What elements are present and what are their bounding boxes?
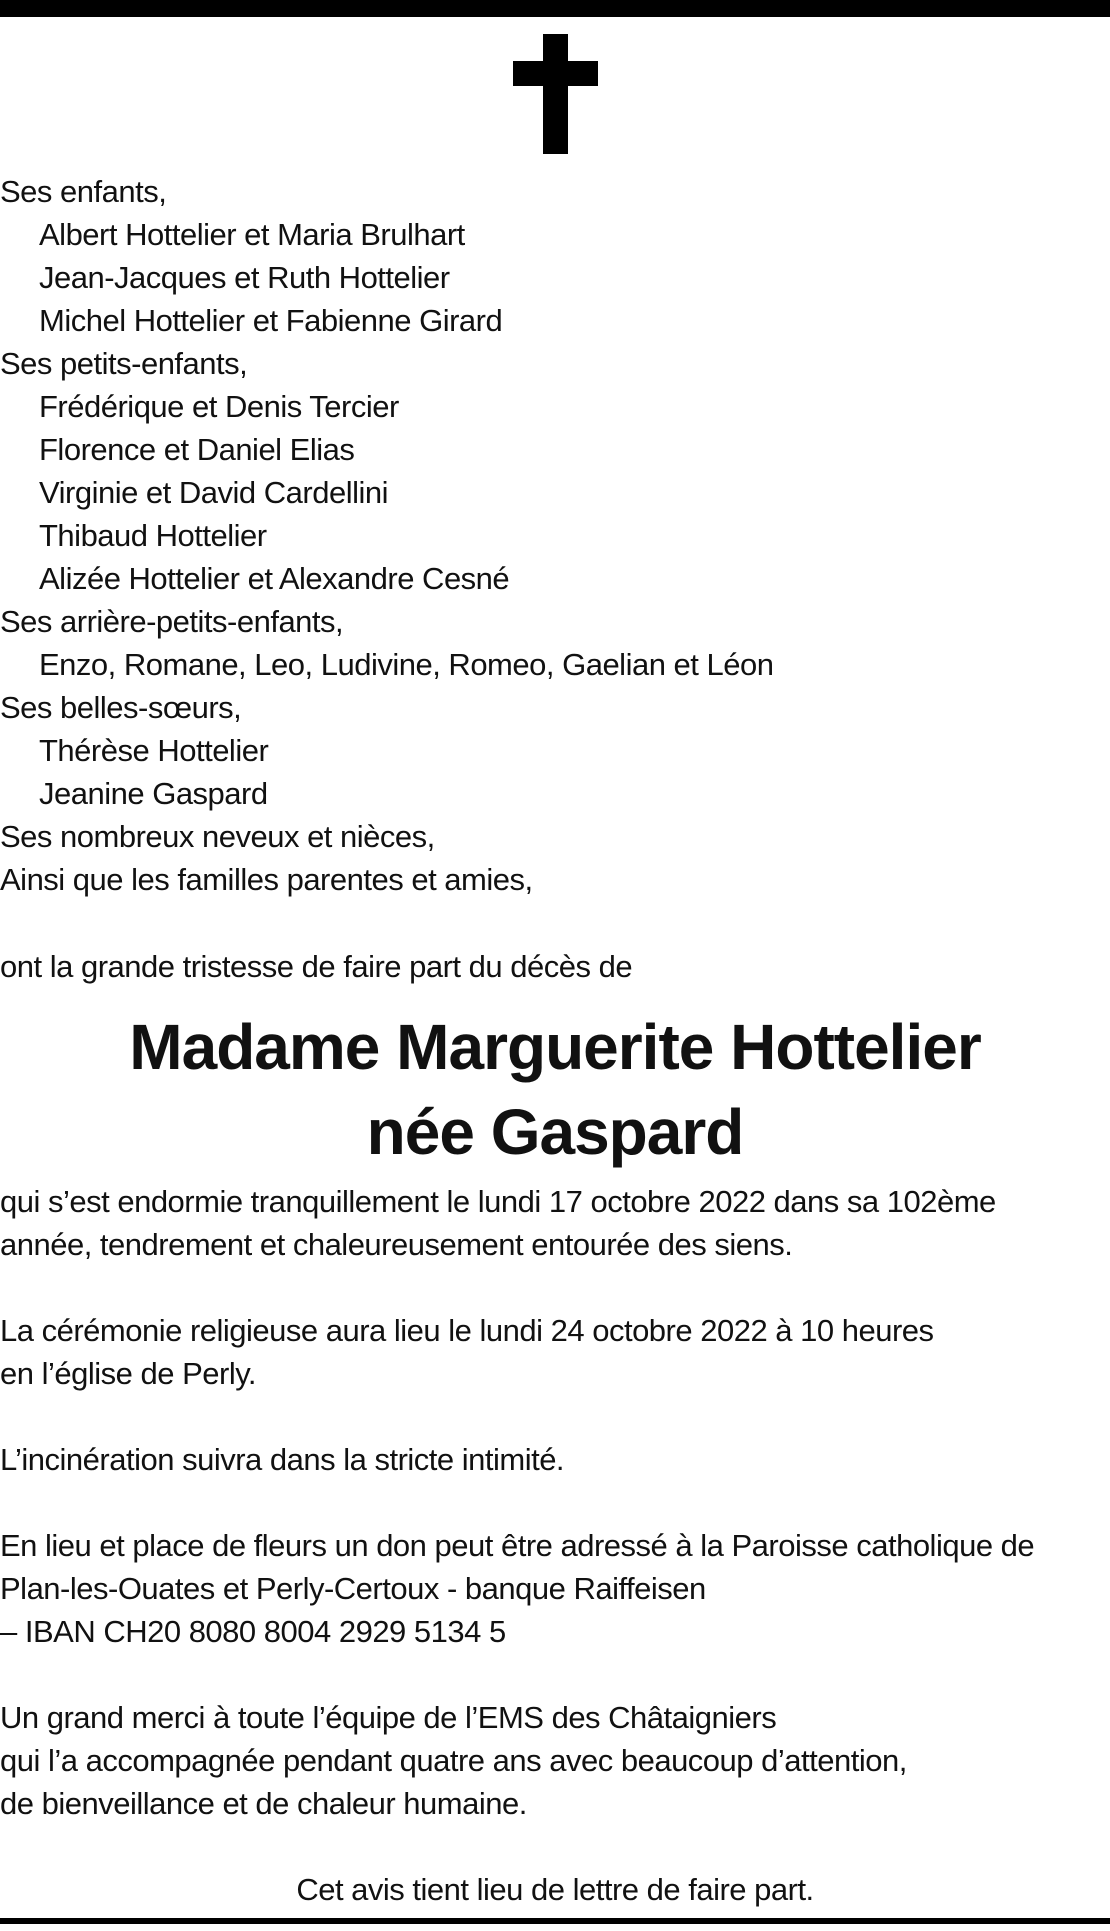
grandchild-name: Thibaud Hottelier [39, 518, 267, 553]
child-name: Albert Hottelier et Maria Brulhart [39, 217, 465, 252]
iban-line: – IBAN CH20 8080 8004 2929 5134 5 [0, 1614, 506, 1649]
grandchildren-heading: Ses petits-enfants, [0, 346, 248, 381]
deceased-name-line1: Madame Marguerite Hottelier [129, 1011, 981, 1083]
top-border [0, 0, 1110, 17]
incineration-paragraph [0, 1438, 564, 1481]
death-paragraph [0, 1180, 996, 1266]
donation-line: En lieu et place de fleurs un don peut être adressé à la Paroisse catholique de [0, 1528, 1035, 1563]
death-line: année, tendrement et chaleureusement entourée des siens. [0, 1227, 793, 1262]
closing-note: Cet avis tient lieu de lettre de faire part. [296, 1872, 814, 1907]
announcement-intro: ont la grande tristesse de faire part du décès de [0, 949, 633, 984]
great-grandchildren-names: Enzo, Romane, Leo, Ludivine, Romeo, Gaelian et Léon [39, 647, 774, 682]
death-line: qui s’est endormie tranquillement le lundi 17 octobre 2022 dans sa 102ème [0, 1184, 996, 1219]
child-name: Jean-Jacques et Ruth Hottelier [39, 260, 450, 295]
ceremony-paragraph [0, 1309, 934, 1395]
grandchild-name: Florence et Daniel Elias [39, 432, 355, 467]
bottom-border [0, 1918, 1110, 1924]
donation-paragraph [0, 1524, 1034, 1653]
child-name: Michel Hottelier et Fabienne Girard [39, 303, 503, 338]
deceased-name [0, 1005, 1110, 1175]
thanks-line: qui l’a accompagnée pendant quatre ans avec beaucoup d’attention, [0, 1743, 907, 1778]
nephews-line: Ses nombreux neveux et nièces, [0, 819, 435, 854]
ceremony-line: La cérémonie religieuse aura lieu le lundi 24 octobre 2022 à 10 heures [0, 1313, 934, 1348]
sister-in-law-name: Jeanine Gaspard [39, 776, 268, 811]
thanks-paragraph [0, 1696, 907, 1825]
grandchild-name: Alizée Hottelier et Alexandre Cesné [39, 561, 510, 596]
deceased-name-line2: née Gaspard [366, 1096, 744, 1168]
cross-vertical-bar [543, 34, 568, 154]
ceremony-line: en l’église de Perly. [0, 1356, 257, 1391]
sisters-in-law-heading: Ses belles-sœurs, [0, 690, 242, 725]
grandchild-name: Frédérique et Denis Tercier [39, 389, 399, 424]
grandchild-name: Virginie et David Cardellini [39, 475, 388, 510]
cross-icon [513, 34, 598, 154]
thanks-line: Un grand merci à toute l’équipe de l’EMS des Châtaigniers [0, 1700, 777, 1735]
family-list [0, 170, 773, 901]
thanks-line: de bienveillance et de chaleur humaine. [0, 1786, 527, 1821]
incineration-line: L’incinération suivra dans la stricte intimité. [0, 1442, 565, 1477]
sister-in-law-name: Thérèse Hottelier [39, 733, 269, 768]
children-heading: Ses enfants, [0, 174, 167, 209]
families-line: Ainsi que les familles parentes et amies, [0, 862, 533, 897]
cross-horizontal-bar [513, 61, 598, 86]
great-grandchildren-heading: Ses arrière-petits-enfants, [0, 604, 344, 639]
donation-line: Plan-les-Ouates et Perly-Certoux - banque Raiffeisen [0, 1571, 706, 1606]
